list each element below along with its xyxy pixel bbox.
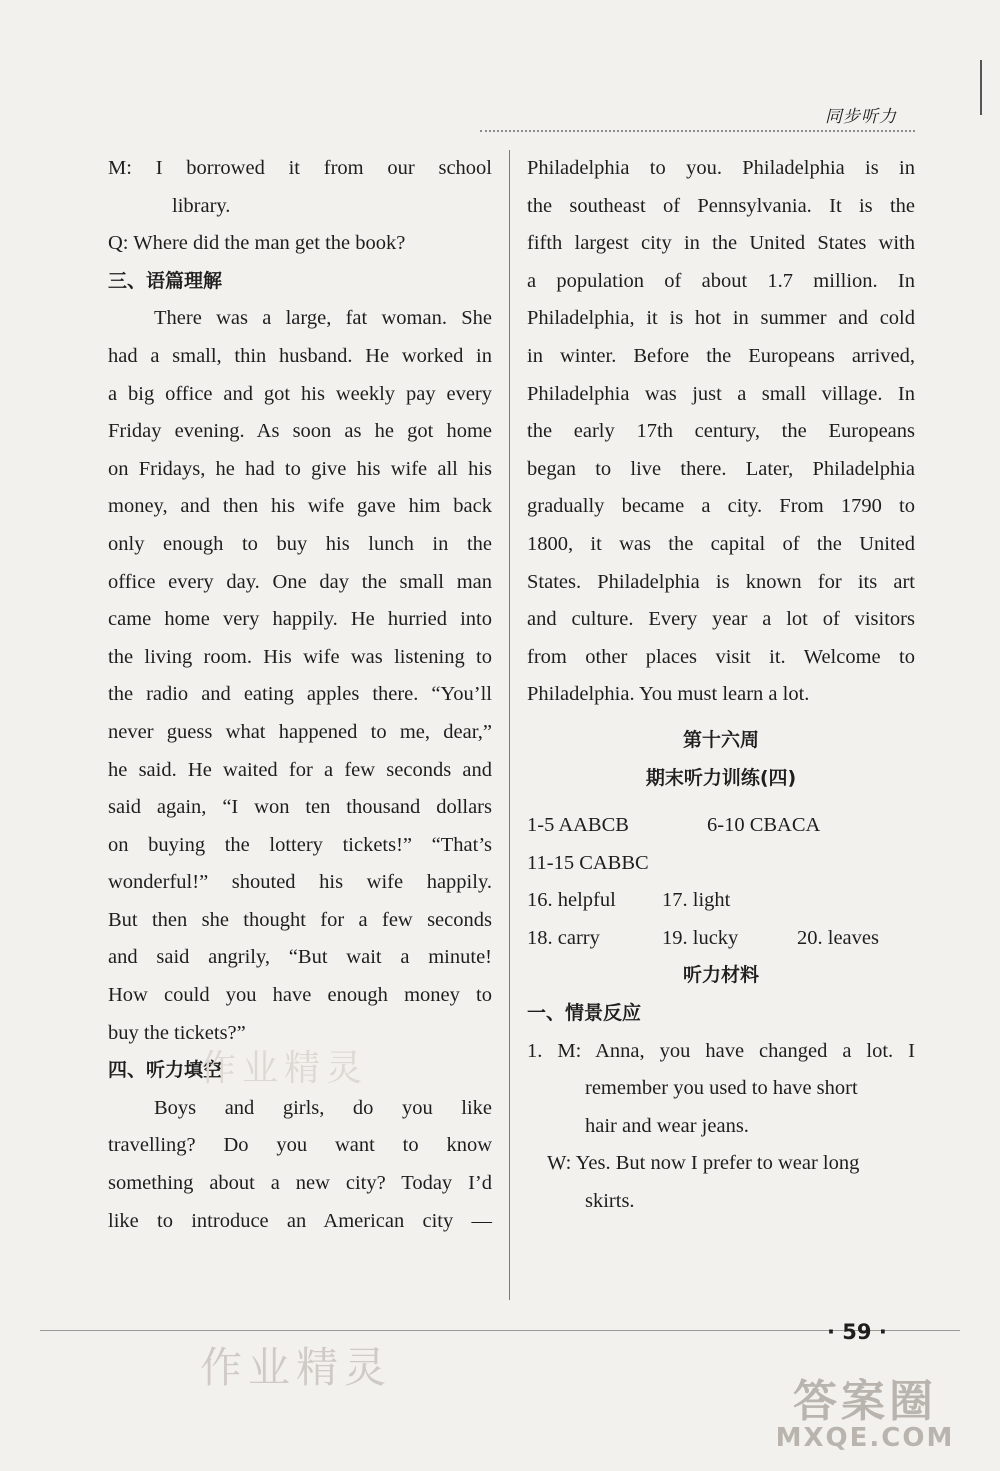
- header-edge-mark: [980, 60, 982, 115]
- header-rule: [480, 130, 915, 132]
- answer-item: 6-10 CBACA: [707, 814, 821, 837]
- question-line: Q: Where did the man get the book?: [108, 232, 406, 255]
- passage-line: the early 17th century, the Europeans: [527, 420, 915, 443]
- answer-item: 20. leaves: [797, 926, 879, 949]
- passage-line: said again, “I won ten thousand dollars: [108, 796, 492, 819]
- answer-item: 1-5 AABCB: [527, 814, 629, 837]
- section-title: 期末听力训练(四): [645, 766, 797, 789]
- dialogue-line: W: Yes. But now I prefer to wear long: [547, 1152, 860, 1175]
- passage-line: only enough to buy his lunch in the: [108, 532, 492, 555]
- passage-line: something about a new city? Today I’d: [108, 1172, 492, 1195]
- passage-line: like to introduce an American city —: [108, 1209, 492, 1232]
- passage-line: and culture. Every year a lot of visitors: [527, 608, 915, 631]
- watermark-center: 作业精灵: [200, 1048, 369, 1089]
- column-divider: [509, 150, 510, 1300]
- passage-line: from other places visit it. Welcome to: [527, 645, 915, 668]
- passage-line: had a small, thin husband. He worked in: [108, 344, 492, 367]
- answer-item: 19. lucky: [662, 926, 739, 949]
- answer-row: [527, 920, 915, 958]
- week-title: 第十六周: [682, 728, 759, 751]
- dialogue-line: remember you used to have short: [585, 1077, 858, 1100]
- passage-line: Friday evening. As soon as he got home: [108, 420, 492, 443]
- corner-logo-text: 答案圈: [793, 1376, 937, 1427]
- materials-title: 听力材料: [682, 964, 759, 987]
- page-number: · 59 ·: [827, 1320, 887, 1344]
- dialogue-line: hair and wear jeans.: [585, 1114, 749, 1137]
- passage-line: fifth largest city in the United States with: [527, 232, 915, 255]
- running-head: 同步听力: [825, 107, 897, 127]
- passage-line: Philadelphia, it is hot in summer and cold: [527, 307, 915, 330]
- right-column: [527, 150, 915, 1221]
- dialogue-line: library.: [172, 194, 231, 217]
- passage-line: the living room. His wife was listening to: [108, 645, 492, 668]
- passage-line: on buying the lottery tickets!” “That’s: [108, 833, 492, 856]
- section-heading: 三、语篇理解: [108, 269, 223, 292]
- passage-line: office every day. One day the small man: [108, 570, 492, 593]
- watermark-bottom: 作业精灵: [200, 1343, 393, 1392]
- passage-line: began to live there. Later, Philadelphia: [527, 457, 915, 480]
- passage-line: Philadelphia to you. Philadelphia is in: [527, 157, 915, 179]
- answer-row: [527, 845, 915, 883]
- passage-line: a population of about 1.7 million. In: [527, 269, 915, 292]
- passage-line: a big office and got his weekly pay every: [108, 382, 492, 405]
- passage-line: Philadelphia was just a small village. In: [527, 382, 915, 405]
- passage-line: he said. He waited for a few seconds and: [108, 758, 492, 781]
- passage-line: on Fridays, he had to give his wife all his: [108, 457, 492, 480]
- passage-line: gradually became a city. From 1790 to: [527, 495, 915, 518]
- passage-line: But then she thought for a few seconds: [108, 908, 492, 931]
- passage-line: There was a large, fat woman. She: [154, 307, 492, 330]
- dialogue-line: skirts.: [585, 1190, 635, 1213]
- answer-item: 17. light: [662, 889, 731, 912]
- passage-line: Boys and girls, do you like: [154, 1096, 492, 1119]
- answer-row: [527, 882, 915, 920]
- passage-line: came home very happily. He hurried into: [108, 608, 492, 631]
- passage-line: travelling? Do you want to know: [108, 1134, 492, 1157]
- passage-line: buy the tickets?”: [108, 1021, 246, 1044]
- passage-line: 1800, it was the capital of the United: [527, 532, 915, 555]
- corner-logo-url: MXQE.COM: [775, 1423, 955, 1453]
- passage-line: money, and then his wife gave him back: [108, 495, 492, 518]
- answer-item: 16. helpful: [527, 889, 616, 912]
- passage-line: the southeast of Pennsylvania. It is the: [527, 194, 915, 217]
- passage-line: States. Philadelphia is known for its art: [527, 570, 915, 593]
- passage-line: wonderful!” shouted his wife happily.: [108, 871, 492, 894]
- section-heading: 一、情景反应: [527, 1002, 642, 1025]
- answer-item: 11-15 CABBC: [527, 851, 649, 874]
- passage-line: How could you have enough money to: [108, 984, 492, 1007]
- footer-rule: [40, 1330, 960, 1331]
- passage-line: the radio and eating apples there. “You’ll: [108, 683, 492, 706]
- dialogue-line: 1. M: Anna, you have changed a lot. I: [527, 1039, 915, 1062]
- corner-logo-watermark: [740, 1365, 990, 1465]
- answer-row: [527, 807, 915, 845]
- section-heading: 四、听力填空: [108, 1059, 223, 1082]
- passage-line: and said angrily, “But wait a minute!: [108, 946, 492, 969]
- passage-line: never guess what happened to me, dear,”: [108, 720, 492, 743]
- passage-line: in winter. Before the Europeans arrived,: [527, 344, 915, 367]
- answer-item: 18. carry: [527, 926, 600, 949]
- dialogue-line: M: I borrowed it from our school: [108, 157, 492, 179]
- passage-line: Philadelphia. You must learn a lot.: [527, 683, 810, 706]
